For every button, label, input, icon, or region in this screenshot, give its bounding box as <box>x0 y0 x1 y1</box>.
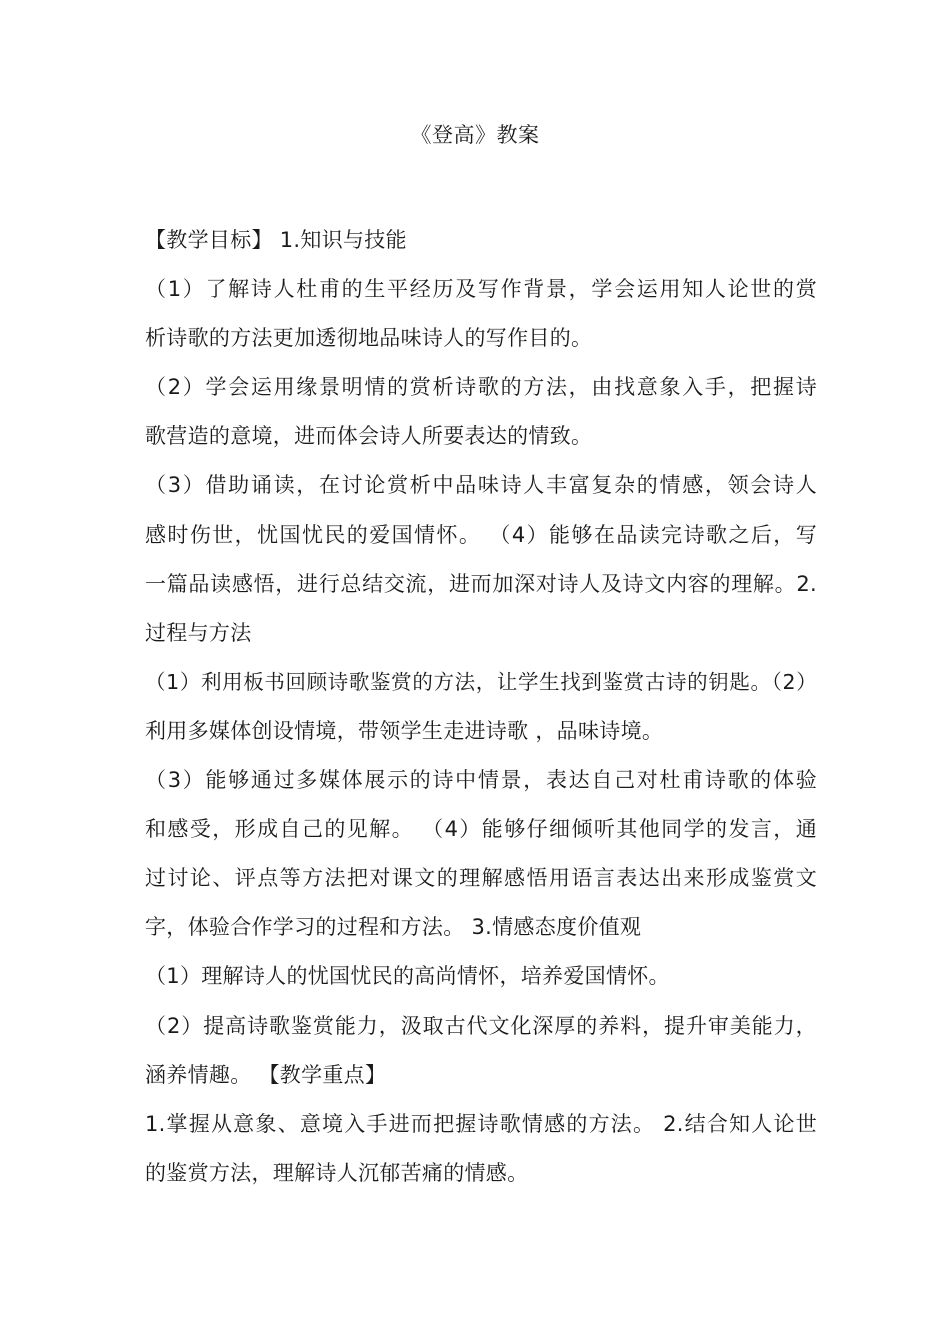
text-line: 过程与方法 <box>145 620 252 645</box>
text-line: 【教学目标】 1.知识与技能 <box>145 228 407 252</box>
text-line: （1）了解诗人杜甫的生平经历及写作背景，学会运用知人论世的赏 <box>145 277 817 302</box>
document-body <box>145 216 817 1198</box>
text-line: 和感受，形成自己的见解。 （4）能够仔细倾听其他同学的发言，通 <box>145 817 817 842</box>
text-line: 析诗歌的方法更加透彻地品味诗人的写作目的。 <box>145 326 593 351</box>
text-line: （3）能够通过多媒体展示的诗中情景，表达自己对杜甫诗歌的体验 <box>145 768 817 793</box>
text-line: （3）借助诵读，在讨论赏析中品味诗人丰富复杂的情感，领会诗人 <box>145 473 817 498</box>
text-line: 字，体验合作学习的过程和方法。 3.情感态度价值观 <box>145 915 642 940</box>
text-line: 1.掌握从意象、意境入手进而把握诗歌情感的方法。 2.结合知人论世 <box>145 1111 817 1136</box>
text-line: 歌营造的意境，进而体会诗人所要表达的情致。 <box>145 424 593 449</box>
text-line: 过讨论、评点等方法把对课文的理解感悟用语言表达出来形成鉴赏文 <box>145 866 817 891</box>
text-line: （2）提高诗歌鉴赏能力，汲取古代文化深厚的养料，提升审美能力， <box>145 1013 817 1038</box>
text-line: 的鉴赏方法，理解诗人沉郁苦痛的情感。 <box>145 1160 529 1185</box>
text-line: （1）理解诗人的忧国忧民的高尚情怀，培养爱国情怀。 <box>145 964 670 989</box>
text-line: （1）利用板书回顾诗歌鉴赏的方法，让学生找到鉴赏古诗的钥匙。（2） <box>145 669 817 694</box>
document-title: 《登高》教案 <box>410 123 540 147</box>
text-line: （2）学会运用缘景明情的赏析诗歌的方法，由找意象入手，把握诗 <box>145 375 817 400</box>
text-line: 涵养情趣。 【教学重点】 <box>145 1062 387 1087</box>
text-line: 一篇品读感悟，进行总结交流，进而加深对诗人及诗文内容的理解。2. <box>145 571 817 596</box>
text-line: 利用多媒体创设情境，带领学生走进诗歌 ，品味诗境。 <box>145 718 664 743</box>
text-line: 感时伤世，忧国忧民的爱国情怀。 （4）能够在品读完诗歌之后，写 <box>145 522 817 547</box>
